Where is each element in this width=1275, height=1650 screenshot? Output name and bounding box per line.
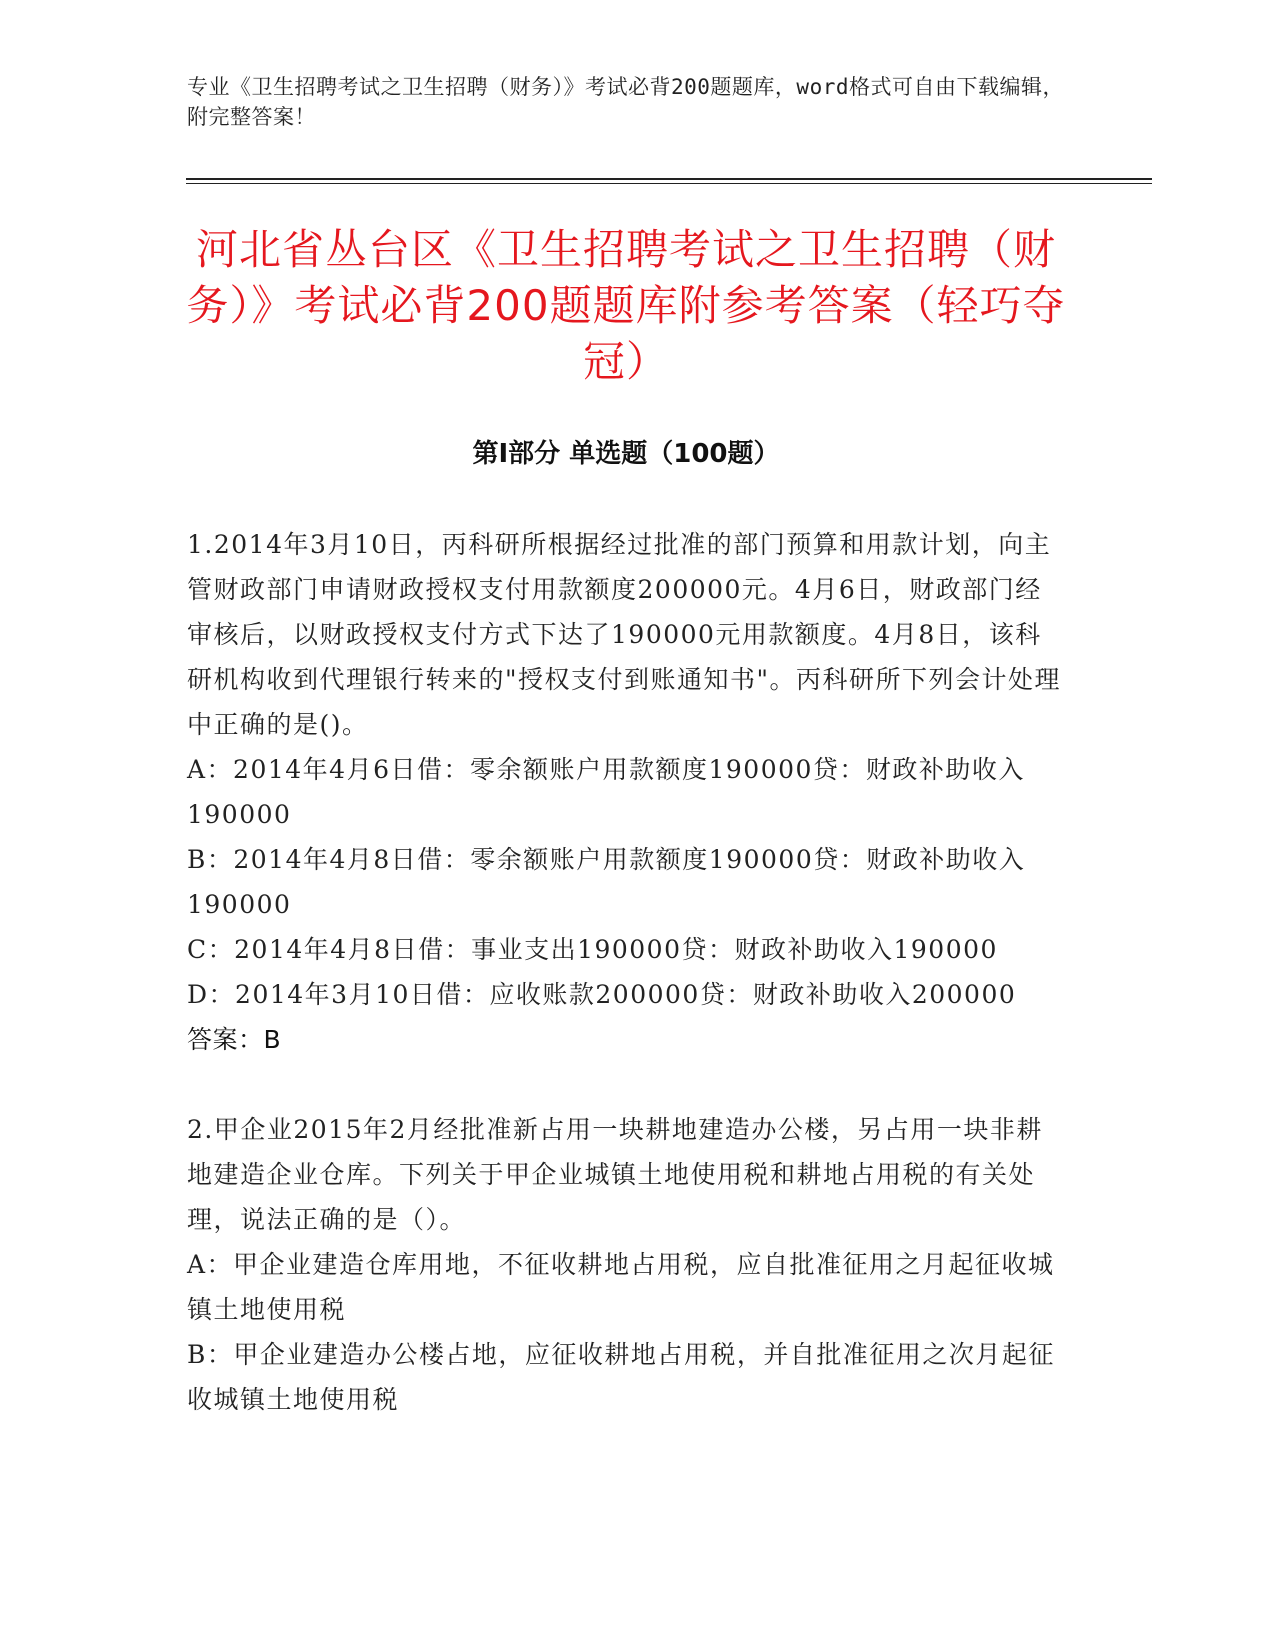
header-divider-thick	[186, 178, 1152, 180]
option-a: A：2014年4月6日借：零余额账户用款额度190000贷：财政补助收入190000	[187, 755, 1025, 829]
answer-line: 答案：B	[187, 1025, 282, 1054]
question-2	[187, 1107, 1067, 1422]
document-title: 河北省丛台区《卫生招聘考试之卫生招聘（财务）》考试必背200题题库附参考答案（轻巧夺冠）	[186, 225, 1066, 386]
option-b: B：甲企业建造办公楼占地，应征收耕地占用税，并自批准征用之次月起征收城镇土地使用税	[187, 1340, 1055, 1414]
question-stem: 2.甲企业2015年2月经批准新占用一块耕地建造办公楼，另占用一块非耕地建造企业仓库。下列关于甲企业城镇土地使用税和耕地占用税的有关处理，说法正确的是（）。	[187, 1115, 1043, 1234]
question-1	[187, 522, 1067, 1062]
question-stem: 1.2014年3月10日，丙科研所根据经过批准的部门预算和用款计划，向主管财政部门申请财政授权支付用款额度200000元。4月6日，财政部门经审核后，以财政授权支付方式下达了190000元用款额度。4月8日，该科研机构收到代理银行转来的"授权支付到账通知书"。丙科研所下列会计处理中正确的是()。	[187, 530, 1062, 739]
option-c: C：2014年4月8日借：事业支出190000贷：财政补助收入190000	[187, 935, 998, 964]
header-divider-thin	[186, 183, 1152, 184]
option-b: B：2014年4月8日借：零余额账户用款额度190000贷：财政补助收入190000	[187, 845, 1026, 919]
section-heading: 第I部分 单选题（100题）	[472, 439, 780, 469]
header-note: 专业《卫生招聘考试之卫生招聘（财务）》考试必背200题题库，word格式可自由下载编辑，附完整答案！	[187, 75, 1064, 129]
option-a: A：甲企业建造仓库用地，不征收耕地占用税，应自批准征用之月起征收城镇土地使用税	[187, 1250, 1055, 1324]
option-d: D：2014年3月10日借：应收账款200000贷：财政补助收入200000	[187, 980, 1017, 1009]
